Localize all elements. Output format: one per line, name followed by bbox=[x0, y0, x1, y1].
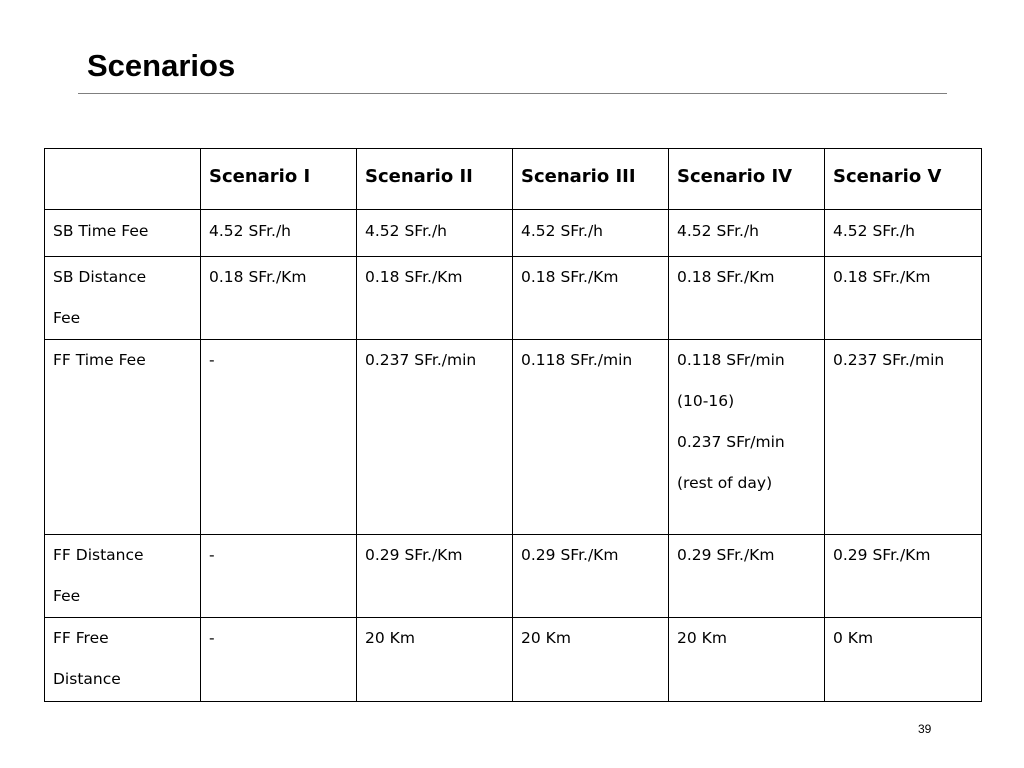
slide-title: Scenarios bbox=[87, 48, 236, 83]
row-label bbox=[45, 340, 201, 535]
table-cell bbox=[513, 210, 669, 257]
table-cell bbox=[513, 340, 669, 535]
cell-text: (rest of day) bbox=[677, 474, 773, 492]
header-scenario-1: Scenario I bbox=[201, 149, 357, 210]
table-cell bbox=[201, 340, 357, 535]
table-row bbox=[45, 618, 982, 702]
cell-text: 4.52 SFr./h bbox=[365, 222, 447, 240]
cell-text: 0.29 SFr./Km bbox=[365, 546, 463, 564]
cell-text: 0.237 SFr./min bbox=[833, 351, 945, 369]
row-label-text: SB Time Fee bbox=[53, 222, 149, 240]
table-cell bbox=[669, 210, 825, 257]
table-cell bbox=[201, 535, 357, 618]
table-cell bbox=[513, 618, 669, 702]
table-row bbox=[45, 340, 982, 535]
cell-text: 0.29 SFr./Km bbox=[677, 546, 775, 564]
cell-text: - bbox=[209, 629, 215, 647]
header-scenario-4: Scenario IV bbox=[669, 149, 825, 210]
table-row bbox=[45, 210, 982, 257]
cell-text: 4.52 SFr./h bbox=[677, 222, 759, 240]
table-cell bbox=[357, 257, 513, 340]
header-scenario-3: Scenario III bbox=[513, 149, 669, 210]
table-cell bbox=[825, 535, 982, 618]
table-header-row bbox=[45, 149, 982, 210]
header-scenario-2: Scenario II bbox=[357, 149, 513, 210]
cell-text: - bbox=[209, 351, 215, 369]
row-label-text: Fee bbox=[53, 309, 81, 327]
table-cell bbox=[357, 340, 513, 535]
table-cell bbox=[201, 618, 357, 702]
page-number: 39 bbox=[918, 722, 932, 736]
row-label bbox=[45, 535, 201, 618]
cell-text: 0.118 SFr/min bbox=[677, 351, 785, 369]
cell-text: 0.237 SFr/min bbox=[677, 433, 785, 451]
row-label-text: FF Time Fee bbox=[53, 351, 146, 369]
row-label bbox=[45, 210, 201, 257]
row-label bbox=[45, 257, 201, 340]
header-scenario-5: Scenario V bbox=[825, 149, 982, 210]
row-label-text: FF Free bbox=[53, 629, 109, 647]
cell-text: 0.29 SFr./Km bbox=[833, 546, 931, 564]
table-cell bbox=[825, 340, 982, 535]
cell-text: 4.52 SFr./h bbox=[833, 222, 915, 240]
row-label-text: FF Distance bbox=[53, 546, 144, 564]
cell-text: 0 Km bbox=[833, 629, 874, 647]
cell-text: 20 Km bbox=[677, 629, 727, 647]
table-cell bbox=[669, 535, 825, 618]
table-row bbox=[45, 535, 982, 618]
cell-text: 0.118 SFr./min bbox=[521, 351, 633, 369]
table-cell bbox=[825, 210, 982, 257]
cell-text: 4.52 SFr./h bbox=[209, 222, 291, 240]
cell-text: 0.18 SFr./Km bbox=[521, 268, 619, 286]
table-row bbox=[45, 257, 982, 340]
cell-text: (10-16) bbox=[677, 392, 735, 410]
table-cell bbox=[825, 257, 982, 340]
scenario-table bbox=[44, 148, 982, 702]
table-cell bbox=[201, 257, 357, 340]
table-cell bbox=[669, 257, 825, 340]
title-divider bbox=[78, 93, 947, 94]
table-cell bbox=[513, 257, 669, 340]
cell-text: 20 Km bbox=[365, 629, 415, 647]
row-label-text: Distance bbox=[53, 670, 121, 688]
cell-text: 0.18 SFr./Km bbox=[209, 268, 307, 286]
cell-text: 0.29 SFr./Km bbox=[521, 546, 619, 564]
cell-text: 0.18 SFr./Km bbox=[365, 268, 463, 286]
table-cell bbox=[201, 210, 357, 257]
cell-text: 4.52 SFr./h bbox=[521, 222, 603, 240]
table-cell bbox=[357, 535, 513, 618]
table-cell bbox=[357, 618, 513, 702]
cell-text: 0.18 SFr./Km bbox=[833, 268, 931, 286]
cell-text: 0.18 SFr./Km bbox=[677, 268, 775, 286]
cell-text: 0.237 SFr./min bbox=[365, 351, 477, 369]
cell-text: - bbox=[209, 546, 215, 564]
table-cell bbox=[669, 618, 825, 702]
table-cell bbox=[357, 210, 513, 257]
table-cell bbox=[513, 535, 669, 618]
cell-text: 20 Km bbox=[521, 629, 571, 647]
row-label-text: Fee bbox=[53, 587, 81, 605]
table-corner-cell bbox=[45, 149, 201, 210]
row-label-text: SB Distance bbox=[53, 268, 147, 286]
table-cell bbox=[825, 618, 982, 702]
row-label bbox=[45, 618, 201, 702]
table-cell bbox=[669, 340, 825, 535]
